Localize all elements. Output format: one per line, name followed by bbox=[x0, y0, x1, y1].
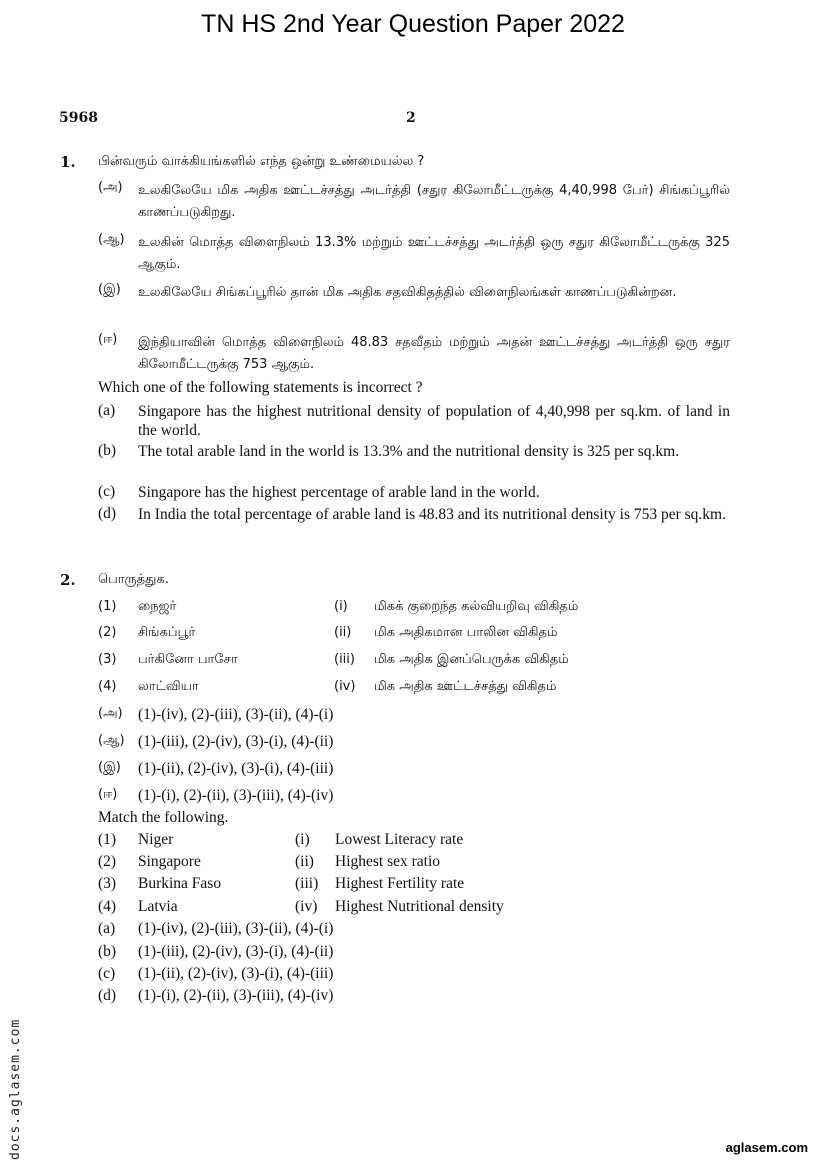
option-label: (b) bbox=[98, 442, 117, 459]
option-label: (ஆ) bbox=[98, 733, 125, 748]
match-number: (2) bbox=[98, 625, 117, 640]
page-number: 2 bbox=[406, 110, 416, 126]
option-text: (1)-(iii), (2)-(iv), (3)-(i), (4)-(ii) bbox=[138, 943, 334, 960]
match-number: (3) bbox=[98, 652, 117, 667]
option-english bbox=[98, 402, 730, 440]
match-roman: (iv) bbox=[295, 898, 318, 915]
option-label: (ஆ) bbox=[98, 232, 125, 247]
question-stem-english: Which one of the following statements is incorrect ? bbox=[98, 379, 423, 396]
option-text: The total arable land in the world is 13.3% and the nutritional density is 325 per sq.km. bbox=[138, 443, 680, 460]
match-number: (1) bbox=[98, 599, 117, 614]
match-item: சிங்கப்பூர் bbox=[138, 625, 196, 640]
option-label: (அ) bbox=[98, 706, 123, 721]
option-label: (இ) bbox=[98, 760, 121, 775]
option-tamil bbox=[98, 332, 730, 376]
option-text: (1)-(i), (2)-(ii), (3)-(iii), (4)-(iv) bbox=[138, 987, 334, 1004]
page-banner-title: TN HS 2nd Year Question Paper 2022 bbox=[201, 10, 625, 38]
question-stem-tamil: பின்வரும் வாக்கியங்களில் எந்த ஒன்று உண்மையல்ல ? bbox=[98, 154, 425, 169]
match-answer: மிகக் குறைந்த கல்வியறிவு விகிதம் bbox=[374, 599, 579, 614]
side-watermark: docs.aglasem.com bbox=[8, 1018, 23, 1160]
option-text: Singapore has the highest percentage of arable land in the world. bbox=[138, 484, 540, 501]
match-item: Burkina Faso bbox=[138, 875, 222, 892]
match-item: பர்கினோ பாசோ bbox=[138, 652, 238, 667]
option-text: (1)-(iii), (2)-(iv), (3)-(i), (4)-(ii) bbox=[138, 733, 334, 750]
option-label: (d) bbox=[98, 505, 117, 522]
match-item: Latvia bbox=[138, 898, 178, 915]
option-label: (d) bbox=[98, 987, 117, 1004]
match-roman: (ii) bbox=[334, 625, 352, 640]
option-text: (1)-(ii), (2)-(iv), (3)-(i), (4)-(iii) bbox=[138, 965, 334, 982]
option-label: (a) bbox=[98, 920, 116, 937]
option-english bbox=[98, 483, 730, 502]
match-roman: (iv) bbox=[334, 679, 356, 694]
option-label: (c) bbox=[98, 965, 116, 982]
option-text: (1)-(iv), (2)-(iii), (3)-(ii), (4)-(i) bbox=[138, 920, 334, 937]
option-text: (1)-(iv), (2)-(iii), (3)-(ii), (4)-(i) bbox=[138, 706, 334, 723]
match-number: (4) bbox=[98, 898, 117, 915]
option-english bbox=[98, 505, 730, 524]
option-label: (அ) bbox=[98, 180, 123, 195]
option-label: (ஈ) bbox=[98, 332, 118, 347]
match-roman: (i) bbox=[334, 599, 348, 614]
question-number: 1. bbox=[60, 153, 76, 171]
option-text: (1)-(i), (2)-(ii), (3)-(iii), (4)-(iv) bbox=[138, 787, 334, 804]
match-roman: (i) bbox=[295, 831, 310, 848]
match-number: (3) bbox=[98, 875, 117, 892]
match-roman: (iii) bbox=[334, 652, 355, 667]
question-number: 2. bbox=[60, 571, 76, 589]
match-number: (1) bbox=[98, 831, 117, 848]
match-answer: Highest sex ratio bbox=[335, 853, 441, 870]
match-answer: Highest Nutritional density bbox=[335, 898, 504, 915]
match-item: Niger bbox=[138, 831, 174, 848]
option-text: உலகிலேயே மிக அதிக ஊட்டச்சத்து அடர்த்தி (சதுர கிலோமீட்டருக்கு 4,40,998 பேர்) சிங்கப்பூரில் காணப்படுகிறது. bbox=[138, 183, 730, 220]
match-answer: மிக அதிக ஊட்டச்சத்து விகிதம் bbox=[374, 679, 557, 694]
match-roman: (ii) bbox=[295, 853, 314, 870]
option-text: (1)-(ii), (2)-(iv), (3)-(i), (4)-(iii) bbox=[138, 760, 334, 777]
match-item: Singapore bbox=[138, 853, 201, 870]
match-item: நைஜர் bbox=[138, 599, 177, 614]
paper-code: 5968 bbox=[59, 110, 98, 126]
question-stem-tamil: பொருத்துக. bbox=[98, 572, 169, 587]
option-text: Singapore has the highest nutritional density of population of 4,40,998 per sq.km. of land in the world. bbox=[138, 403, 730, 439]
footer-brand-link[interactable]: aglasem.com bbox=[725, 1140, 808, 1155]
option-text: உலகிலேயே சிங்கப்பூரில் தான் மிக அதிக சதவிகிதத்தில் விளைநிலங்கள் காணப்படுகின்றன. bbox=[138, 285, 677, 300]
option-tamil bbox=[98, 232, 730, 276]
option-tamil bbox=[98, 282, 730, 304]
match-number: (4) bbox=[98, 679, 117, 694]
option-label: (b) bbox=[98, 943, 117, 960]
match-answer: மிக அதிக இனப்பெருக்க விகிதம் bbox=[374, 652, 569, 667]
match-answer: Highest Fertility rate bbox=[335, 875, 465, 892]
option-text: In India the total percentage of arable land is 48.83 and its nutritional density is 753 per sq.km. bbox=[138, 506, 726, 523]
match-roman: (iii) bbox=[295, 875, 319, 892]
option-label: (a) bbox=[98, 402, 116, 419]
option-text: இந்தியாவின் மொத்த விளைநிலம் 48.83 சதவீதம் மற்றும் அதன் ஊட்டச்சத்து அடர்த்தி ஒரு சதுர கிலோமீட்டருக்கு 753 ஆகும். bbox=[138, 335, 730, 372]
option-label: (c) bbox=[98, 483, 116, 500]
option-label: (ஈ) bbox=[98, 787, 118, 802]
match-number: (2) bbox=[98, 853, 117, 870]
option-text: உலகின் மொத்த விளைநிலம் 13.3% மற்றும் ஊட்டச்சத்து அடர்த்தி ஒரு சதுர கிலோமீட்டருக்கு 325 ஆகும். bbox=[138, 235, 730, 272]
match-item: லாட்வியா bbox=[138, 679, 199, 694]
match-answer: Lowest Literacy rate bbox=[335, 831, 464, 848]
match-answer: மிக அதிகமான பாலின விகிதம் bbox=[374, 625, 558, 640]
option-label: (இ) bbox=[98, 282, 121, 297]
option-english bbox=[98, 442, 730, 461]
option-tamil bbox=[98, 180, 730, 224]
question-stem-english: Match the following. bbox=[98, 809, 229, 826]
